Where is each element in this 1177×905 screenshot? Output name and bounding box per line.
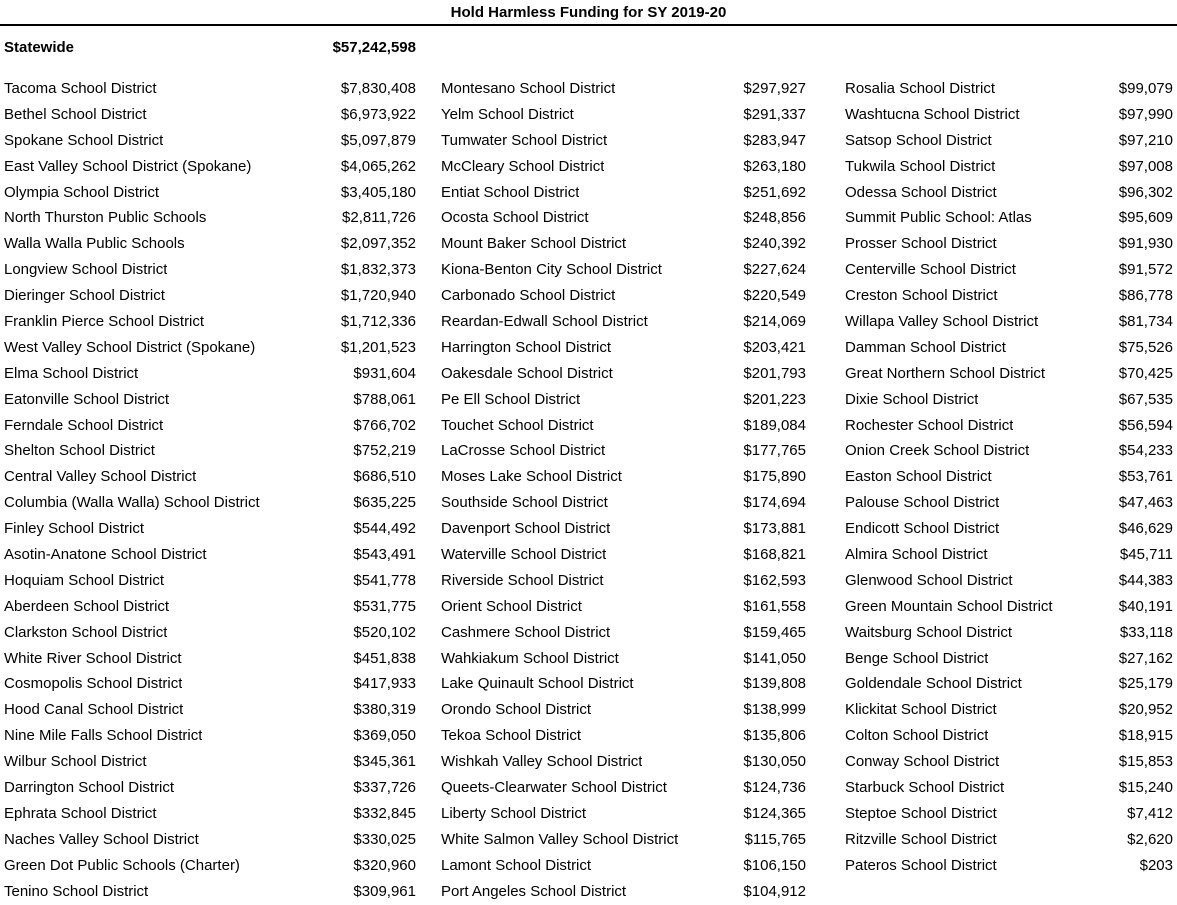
funding-row — [4, 309, 416, 335]
district-amount: $162,593 — [743, 571, 806, 589]
district-name: White Salmon Valley School District — [441, 830, 679, 848]
district-amount: $44,383 — [1118, 571, 1173, 589]
district-name: Starbuck School District — [845, 779, 1005, 797]
district-name: Liberty School District — [441, 804, 587, 822]
district-name: West Valley School District (Spokane) — [4, 338, 256, 356]
district-amount: $104,912 — [743, 882, 806, 900]
district-name: Longview School District — [4, 261, 168, 279]
district-name: Pe Ell School District — [441, 390, 581, 408]
district-name: Queets-Clearwater School District — [441, 779, 667, 797]
district-name: Centerville School District — [845, 261, 1016, 279]
district-amount: $159,465 — [743, 623, 806, 641]
funding-row — [845, 801, 1173, 827]
district-amount: $201,223 — [743, 390, 806, 408]
district-amount: $1,720,940 — [340, 287, 416, 305]
district-name: Pateros School District — [845, 856, 997, 874]
district-name: Almira School District — [845, 546, 988, 564]
funding-row — [845, 646, 1173, 672]
funding-row — [845, 205, 1173, 231]
district-amount: $138,999 — [743, 701, 806, 719]
funding-row — [441, 697, 806, 723]
district-amount: $97,210 — [1118, 131, 1173, 149]
funding-row — [441, 257, 806, 283]
district-amount: $227,624 — [743, 261, 806, 279]
district-name: Tukwila School District — [845, 157, 996, 175]
funding-row — [845, 361, 1173, 387]
district-amount: $54,233 — [1118, 442, 1173, 460]
district-name: Bethel School District — [4, 105, 147, 123]
district-name: Wahkiakum School District — [441, 649, 619, 667]
district-amount: $25,179 — [1118, 675, 1173, 693]
district-amount: $2,620 — [1127, 830, 1173, 848]
district-amount: $53,761 — [1118, 468, 1173, 486]
district-amount: $263,180 — [743, 157, 806, 175]
district-amount: $130,050 — [743, 753, 806, 771]
funding-row — [441, 128, 806, 154]
district-amount: $91,572 — [1118, 261, 1173, 279]
funding-row — [441, 723, 806, 749]
funding-row — [4, 257, 416, 283]
district-name: Glenwood School District — [845, 571, 1013, 589]
district-name: Spokane School District — [4, 131, 164, 149]
district-amount: $7,830,408 — [340, 80, 416, 97]
district-name: Lake Quinault School District — [441, 675, 634, 693]
district-amount: $543,491 — [353, 546, 416, 564]
funding-row — [4, 490, 416, 516]
funding-row — [441, 646, 806, 672]
district-name: LaCrosse School District — [441, 442, 606, 460]
district-amount: $380,319 — [353, 701, 416, 719]
district-amount: $161,558 — [743, 597, 806, 615]
district-name: Wilbur School District — [4, 753, 147, 771]
funding-row — [845, 102, 1173, 128]
district-amount: $124,365 — [743, 804, 806, 822]
district-amount: $168,821 — [743, 546, 806, 564]
district-name: Aberdeen School District — [4, 597, 170, 615]
district-amount: $240,392 — [743, 235, 806, 253]
district-amount: $201,793 — [743, 364, 806, 382]
district-amount: $174,694 — [743, 494, 806, 512]
district-amount: $1,712,336 — [340, 313, 416, 331]
funding-row — [441, 387, 806, 413]
district-name: Easton School District — [845, 468, 992, 486]
funding-row — [845, 387, 1173, 413]
district-amount: $417,933 — [353, 675, 416, 693]
funding-row — [4, 620, 416, 646]
district-amount: $337,726 — [353, 779, 416, 797]
funding-row — [845, 257, 1173, 283]
funding-row — [4, 128, 416, 154]
district-name: Waitsburg School District — [845, 623, 1012, 641]
district-name: Rosalia School District — [845, 80, 996, 97]
district-amount: $451,838 — [353, 649, 416, 667]
district-name: Ritzville School District — [845, 830, 997, 848]
district-name: Moses Lake School District — [441, 468, 622, 486]
district-amount: $46,629 — [1118, 520, 1173, 538]
district-amount: $47,463 — [1118, 494, 1173, 512]
district-amount: $2,811,726 — [342, 209, 416, 227]
district-name: Klickitat School District — [845, 701, 997, 719]
district-amount: $27,162 — [1118, 649, 1173, 667]
district-name: Wishkah Valley School District — [441, 753, 643, 771]
district-name: Orondo School District — [441, 701, 592, 719]
district-name: Creston School District — [845, 287, 998, 305]
district-amount: $5,097,879 — [340, 131, 416, 149]
district-name: Ephrata School District — [4, 804, 157, 822]
district-name: Shelton School District — [4, 442, 155, 460]
funding-row — [845, 283, 1173, 309]
funding-row — [845, 180, 1173, 206]
district-name: Cosmopolis School District — [4, 675, 183, 693]
district-amount: $320,960 — [353, 856, 416, 874]
district-name: Odessa School District — [845, 183, 997, 201]
funding-row — [441, 775, 806, 801]
funding-row — [4, 775, 416, 801]
district-amount: $686,510 — [353, 468, 416, 486]
district-name: Montesano School District — [441, 80, 616, 97]
district-name: Onion Creek School District — [845, 442, 1030, 460]
district-name: Hood Canal School District — [4, 701, 184, 719]
district-name: Columbia (Walla Walla) School District — [4, 494, 260, 512]
district-amount: $4,065,262 — [340, 157, 416, 175]
district-amount: $369,050 — [353, 727, 416, 745]
district-name: Satsop School District — [845, 131, 992, 149]
funding-row — [845, 749, 1173, 775]
district-name: Reardan-Edwall School District — [441, 313, 648, 331]
district-name: Franklin Pierce School District — [4, 313, 205, 331]
district-amount: $141,050 — [743, 649, 806, 667]
district-name: Mount Baker School District — [441, 235, 627, 253]
district-name: Lamont School District — [441, 856, 592, 874]
district-amount: $177,765 — [743, 442, 806, 460]
district-name: Green Mountain School District — [845, 597, 1053, 615]
district-amount: $99,079 — [1118, 80, 1173, 97]
district-amount: $332,845 — [353, 804, 416, 822]
district-amount: $931,604 — [353, 364, 416, 382]
district-amount: $33,118 — [1119, 623, 1173, 641]
funding-column-3 — [845, 76, 1173, 879]
funding-row — [441, 335, 806, 361]
funding-row — [4, 205, 416, 231]
district-name: Hoquiam School District — [4, 571, 165, 589]
district-name: Carbonado School District — [441, 287, 616, 305]
district-name: Dieringer School District — [4, 287, 165, 305]
funding-row — [845, 309, 1173, 335]
district-amount: $752,219 — [353, 442, 416, 460]
district-name: McCleary School District — [441, 157, 605, 175]
funding-row — [441, 180, 806, 206]
funding-row — [4, 723, 416, 749]
funding-row — [845, 775, 1173, 801]
funding-row — [845, 516, 1173, 542]
funding-row — [4, 438, 416, 464]
district-name: Eatonville School District — [4, 390, 170, 408]
funding-row — [4, 853, 416, 879]
funding-row — [4, 361, 416, 387]
funding-row — [441, 464, 806, 490]
page-title: Hold Harmless Funding for SY 2019-20 — [450, 4, 727, 21]
district-name: Central Valley School District — [4, 468, 197, 486]
district-name: Naches Valley School District — [4, 830, 199, 848]
funding-row — [441, 154, 806, 180]
funding-row — [441, 879, 806, 905]
district-amount: $97,008 — [1118, 157, 1173, 175]
district-amount: $45,711 — [1119, 546, 1173, 564]
funding-row — [441, 205, 806, 231]
funding-row — [845, 231, 1173, 257]
district-name: Ocosta School District — [441, 209, 589, 227]
district-amount: $541,778 — [353, 571, 416, 589]
funding-row — [4, 231, 416, 257]
district-name: Touchet School District — [441, 416, 594, 434]
funding-row — [4, 749, 416, 775]
funding-row — [845, 620, 1173, 646]
funding-row — [441, 516, 806, 542]
district-name: Yelm School District — [441, 105, 574, 123]
district-name: Colton School District — [845, 727, 989, 745]
funding-row — [441, 309, 806, 335]
district-name: Endicott School District — [845, 520, 1000, 538]
funding-column-2 — [441, 76, 806, 905]
district-name: Dixie School District — [845, 390, 979, 408]
district-amount: $56,594 — [1118, 416, 1173, 434]
district-amount: $18,915 — [1118, 727, 1173, 745]
funding-row — [845, 413, 1173, 439]
district-amount: $124,736 — [743, 779, 806, 797]
district-amount: $635,225 — [353, 494, 416, 512]
district-name: Finley School District — [4, 520, 145, 538]
district-name: White River School District — [4, 649, 182, 667]
district-amount: $115,765 — [744, 830, 806, 848]
report-header — [0, 0, 1177, 26]
funding-row — [4, 76, 416, 102]
statewide-amount: $57,242,598 — [332, 39, 416, 56]
funding-row — [4, 283, 416, 309]
district-amount: $97,990 — [1118, 105, 1173, 123]
funding-row — [4, 335, 416, 361]
district-amount: $135,806 — [743, 727, 806, 745]
district-amount: $7,412 — [1127, 804, 1173, 822]
district-amount: $40,191 — [1118, 597, 1173, 615]
district-amount: $173,881 — [743, 520, 806, 538]
funding-row — [845, 128, 1173, 154]
funding-row — [441, 542, 806, 568]
district-amount: $203 — [1139, 856, 1173, 874]
district-name: Cashmere School District — [441, 623, 611, 641]
district-amount: $330,025 — [353, 830, 416, 848]
district-name: Harrington School District — [441, 338, 612, 356]
district-name: Nine Mile Falls School District — [4, 727, 203, 745]
district-name: Tekoa School District — [441, 727, 582, 745]
funding-row — [4, 464, 416, 490]
district-amount: $106,150 — [743, 856, 806, 874]
district-name: Elma School District — [4, 364, 139, 382]
district-name: Walla Walla Public Schools — [4, 235, 185, 253]
district-name: Tenino School District — [4, 882, 149, 900]
funding-row — [845, 154, 1173, 180]
funding-row — [441, 568, 806, 594]
district-amount: $788,061 — [353, 390, 416, 408]
funding-row — [845, 827, 1173, 853]
funding-row — [441, 413, 806, 439]
funding-row — [441, 231, 806, 257]
district-name: Waterville School District — [441, 546, 607, 564]
district-amount: $81,734 — [1118, 313, 1173, 331]
district-name: Steptoe School District — [845, 804, 997, 822]
district-name: East Valley School District (Spokane) — [4, 157, 252, 175]
district-amount: $139,808 — [743, 675, 806, 693]
district-amount: $1,201,523 — [340, 338, 416, 356]
district-name: Tacoma School District — [4, 80, 157, 97]
district-name: Orient School District — [441, 597, 582, 615]
district-amount: $20,952 — [1118, 701, 1173, 719]
funding-row — [4, 646, 416, 672]
funding-row — [4, 594, 416, 620]
district-name: Goldendale School District — [845, 675, 1022, 693]
district-amount: $309,961 — [353, 882, 416, 900]
district-amount: $189,084 — [743, 416, 806, 434]
district-name: Clarkston School District — [4, 623, 168, 641]
district-name: Summit Public School: Atlas — [845, 209, 1032, 227]
district-name: Willapa Valley School District — [845, 313, 1039, 331]
district-amount: $67,535 — [1118, 390, 1173, 408]
district-amount: $3,405,180 — [340, 183, 416, 201]
funding-row — [845, 723, 1173, 749]
district-amount: $6,973,922 — [340, 105, 416, 123]
district-name: Conway School District — [845, 753, 1000, 771]
district-amount: $544,492 — [353, 520, 416, 538]
district-amount: $251,692 — [743, 183, 806, 201]
district-name: Southside School District — [441, 494, 608, 512]
funding-row — [4, 516, 416, 542]
district-name: Tumwater School District — [441, 131, 608, 149]
district-name: Olympia School District — [4, 183, 160, 201]
funding-row — [441, 671, 806, 697]
district-amount: $345,361 — [353, 753, 416, 771]
district-amount: $214,069 — [743, 313, 806, 331]
district-amount: $766,702 — [353, 416, 416, 434]
district-amount: $96,302 — [1118, 183, 1173, 201]
district-name: Benge School District — [845, 649, 989, 667]
statewide-total-row — [4, 37, 416, 59]
funding-row — [845, 438, 1173, 464]
funding-row — [441, 749, 806, 775]
district-name: Darrington School District — [4, 779, 175, 797]
district-name: North Thurston Public Schools — [4, 209, 207, 227]
district-amount: $70,425 — [1118, 364, 1173, 382]
district-name: Riverside School District — [441, 571, 604, 589]
district-name: Palouse School District — [845, 494, 1000, 512]
district-name: Great Northern School District — [845, 364, 1046, 382]
district-amount: $203,421 — [743, 338, 806, 356]
funding-row — [845, 76, 1173, 102]
funding-row — [441, 801, 806, 827]
district-name: Port Angeles School District — [441, 882, 627, 900]
funding-row — [4, 413, 416, 439]
funding-column-1 — [4, 76, 416, 905]
funding-row — [441, 490, 806, 516]
district-name: Asotin-Anatone School District — [4, 546, 207, 564]
funding-row — [4, 879, 416, 905]
funding-row — [4, 801, 416, 827]
district-amount: $531,775 — [353, 597, 416, 615]
funding-row — [4, 154, 416, 180]
district-name: Entiat School District — [441, 183, 580, 201]
district-amount: $291,337 — [743, 105, 806, 123]
funding-row — [441, 853, 806, 879]
district-name: Oakesdale School District — [441, 364, 613, 382]
district-amount: $220,549 — [743, 287, 806, 305]
funding-row — [845, 594, 1173, 620]
district-amount: $283,947 — [743, 131, 806, 149]
funding-row — [441, 594, 806, 620]
funding-row — [4, 387, 416, 413]
district-amount: $175,890 — [743, 468, 806, 486]
funding-row — [441, 827, 806, 853]
funding-row — [441, 283, 806, 309]
statewide-label: Statewide — [4, 39, 75, 56]
district-amount: $2,097,352 — [340, 235, 416, 253]
district-name: Prosser School District — [845, 235, 997, 253]
district-amount: $248,856 — [743, 209, 806, 227]
district-name: Rochester School District — [845, 416, 1014, 434]
funding-row — [845, 490, 1173, 516]
district-name: Kiona-Benton City School District — [441, 261, 662, 279]
district-amount: $91,930 — [1118, 235, 1173, 253]
funding-row — [441, 620, 806, 646]
district-name: Washtucna School District — [845, 105, 1020, 123]
district-name: Ferndale School District — [4, 416, 164, 434]
funding-row — [4, 542, 416, 568]
district-amount: $95,609 — [1118, 209, 1173, 227]
district-amount: $75,526 — [1118, 338, 1173, 356]
funding-row — [4, 102, 416, 128]
funding-row — [441, 76, 806, 102]
funding-row — [4, 827, 416, 853]
funding-row — [441, 102, 806, 128]
district-amount: $520,102 — [353, 623, 416, 641]
district-amount: $15,853 — [1118, 753, 1173, 771]
funding-row — [845, 671, 1173, 697]
funding-row — [4, 697, 416, 723]
funding-row — [845, 853, 1173, 879]
funding-row — [845, 464, 1173, 490]
district-name: Damman School District — [845, 338, 1006, 356]
funding-row — [845, 568, 1173, 594]
funding-row — [441, 438, 806, 464]
district-amount: $1,832,373 — [340, 261, 416, 279]
district-amount: $86,778 — [1118, 287, 1173, 305]
district-amount: $297,927 — [743, 80, 806, 97]
funding-row — [4, 180, 416, 206]
funding-row — [845, 542, 1173, 568]
funding-row — [4, 671, 416, 697]
funding-row — [441, 361, 806, 387]
district-name: Davenport School District — [441, 520, 611, 538]
funding-row — [845, 335, 1173, 361]
funding-row — [4, 568, 416, 594]
funding-row — [845, 697, 1173, 723]
district-name: Green Dot Public Schools (Charter) — [4, 856, 240, 874]
district-amount: $15,240 — [1118, 779, 1173, 797]
